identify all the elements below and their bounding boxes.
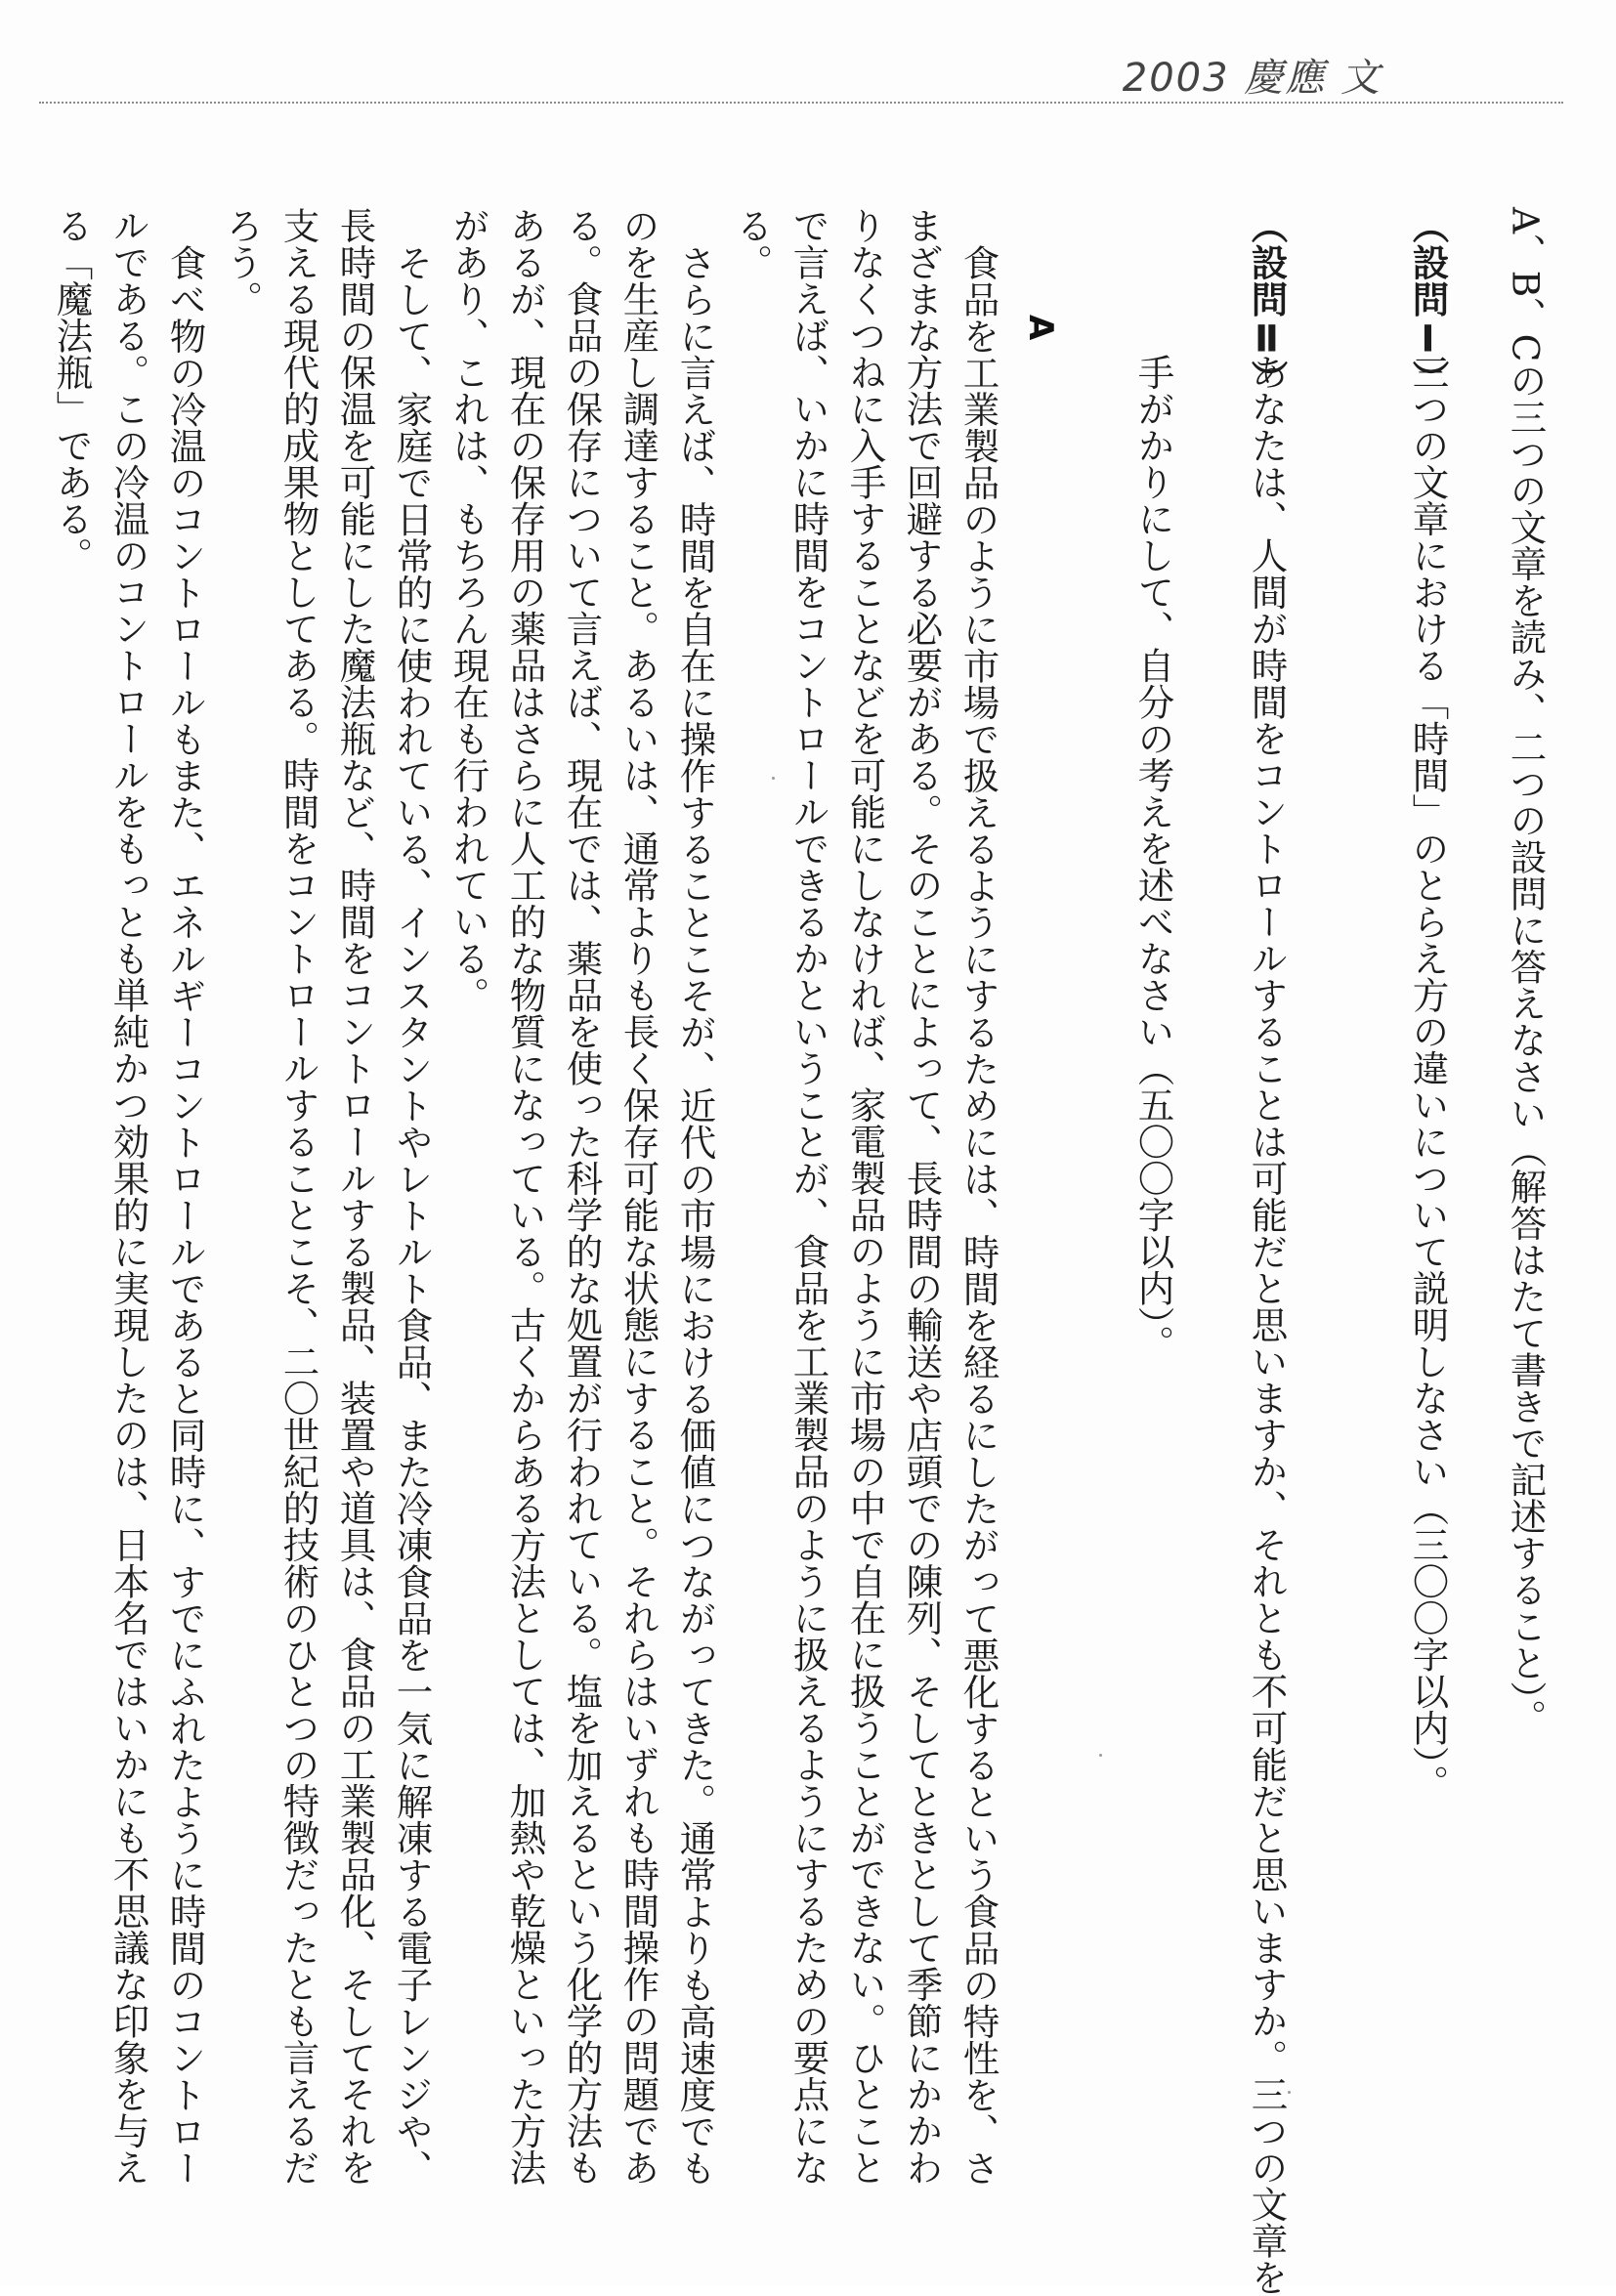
scan-speck [1288, 2091, 1291, 2094]
passage-a-line-15: 食べ物の冷温のコントロールもまた、エネルギーコントロールであると同時に、すでにふれたように時間のコントロー [163, 244, 207, 2187]
passage-a-line-7: のを生産し調達すること。あるいは、通常よりも長く保存可能な状態にすること。それらはいずれも時間操作の問題であ [617, 207, 660, 2186]
question-2-text-line-2: 手がかりにして、自分の考えを述べなさい（五〇〇字以内）。 [1131, 354, 1175, 1362]
passage-a-line-17: る「魔法瓶」である。 [50, 207, 94, 574]
scan-speck [772, 777, 775, 780]
passage-a-line-13: 支える現代的成果物としてある。時間をコントロールすることこそ、二〇世紀的技術のひとつの特徴だったとも言えるだ [276, 207, 320, 2186]
question-1-heading: （設問Ⅰ） [1406, 207, 1450, 397]
passage-a-line-9: あるが、現在の保存用の薬品はさらに人工的な物質になっている。古くからある方法としては、加熱や乾燥といった方法 [503, 207, 547, 2186]
scan-speck [1099, 1754, 1102, 1757]
question-1-text: 三つの文章における「時間」のとらえ方の違いについて説明しなさい（三〇〇字以内）。 [1406, 354, 1450, 1802]
passage-a-line-14: ろう。 [220, 207, 264, 318]
passage-a-line-1: 食品を工業製品のように市場で扱えるようにするためには、時間を経るにしたがって悪化するという食品の特性を、さ [957, 244, 1000, 2187]
passage-a-line-11: そして、家庭で日常的に使われている、インスタントやレトルト食品、また冷凍食品を一気に解凍する電子レンジや、 [390, 244, 434, 2187]
passage-a-line-4: で言えば、いかに時間をコントロールできるかということが、食品を工業製品のように扱えるようにするための要点にな [787, 207, 830, 2186]
passage-a-line-12: 長時間の保温を可能にした魔法瓶など、時間をコントロールする製品、装置や道具は、食品の工業製品化、そしてそれを [333, 207, 377, 2186]
section-label-a: A [1021, 315, 1060, 341]
passage-a-line-2: まざまな方法で回避する必要がある。そのことによって、長時間の輸送や店頭での陳列、そしてときとして季節にかかわ [900, 207, 944, 2186]
passage-a-line-16: ルである。この冷温のコントロールをもっとも単純かつ効果的に実現したのは、日本名ではいかにも不思議な印象を与え [106, 207, 150, 2186]
passage-a-line-3: りなくつねに入手することなどを可能にしなければ、家電製品のように市場の中で自在に扱うことができない。ひとこと [843, 207, 887, 2186]
question-2-heading: （設問Ⅱ） [1245, 207, 1289, 397]
passage-a-line-8: る。食品の保存について言えば、現在では、薬品を使った科学的な処置が行われている。塩を加えるという化学的方法も [560, 207, 604, 2186]
passage-a-line-5: る。 [730, 207, 774, 280]
instruction-line: A、B、Cの三つの文章を読み、二つの設問に答えなさい（解答はたて書きで記述すること）。 [1504, 207, 1548, 1736]
question-2-text-line-1: あなたは、人間が時間をコントロールすることは可能だと思いますか、それとも不可能だと思いますか。三つの文章を [1245, 354, 1289, 2296]
passage-a-line-6: さらに言えば、時間を自在に操作することこそが、近代の市場における価値につながってきた。通常よりも高速度でも [673, 244, 717, 2187]
passage-a-line-10: があり、これは、もちろん現在も行われている。 [447, 207, 490, 1013]
handwritten-note: 2003 慶應 文 [1122, 56, 1382, 101]
header-divider [39, 102, 1563, 104]
